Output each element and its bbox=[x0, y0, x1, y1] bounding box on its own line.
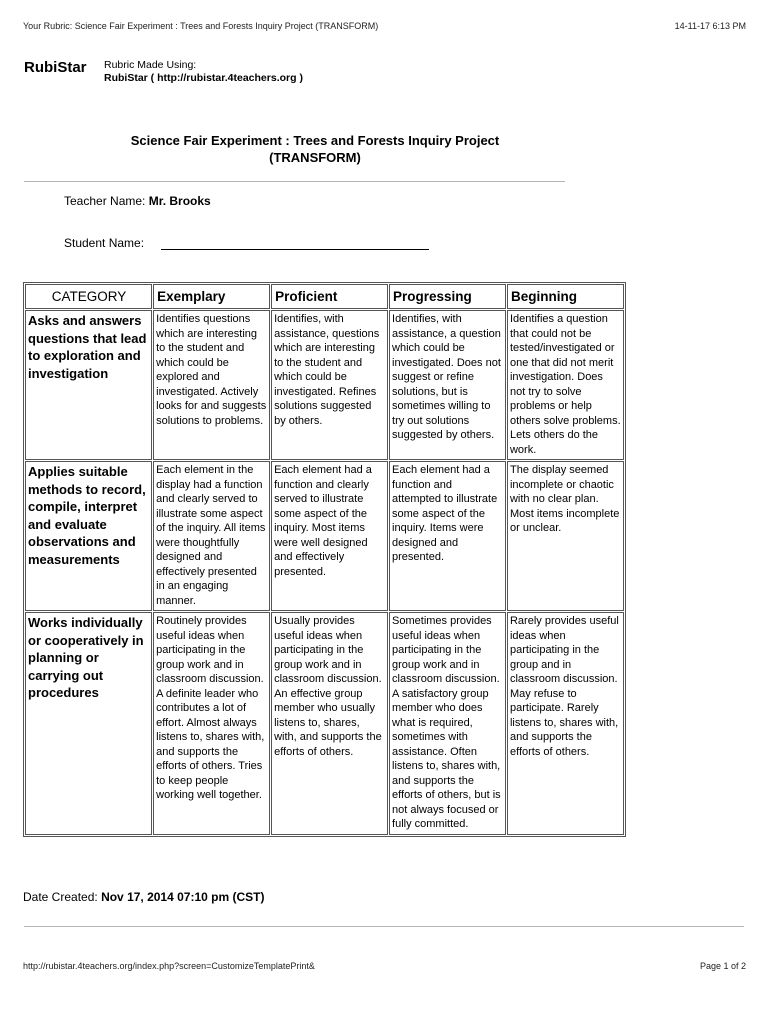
student-name bbox=[64, 236, 429, 250]
student-name-blank bbox=[161, 236, 429, 250]
teacher-name-value: Mr. Brooks bbox=[148, 194, 211, 208]
cell-beginning: Identifies a question that could not be tested/investigated or one that did not merit investigation. Does not try to solve problems or help others solve problems. Lets others do the work. bbox=[507, 310, 624, 460]
header-exemplary: Exemplary bbox=[153, 284, 270, 309]
rubric-title-line2: (TRANSFORM) bbox=[269, 150, 361, 165]
rubric-row bbox=[25, 310, 624, 460]
made-using-note bbox=[104, 59, 303, 85]
brand-logo-text: RubiStar bbox=[24, 59, 87, 76]
row-category: Asks and answers questions that lead to exploration and investigation bbox=[25, 310, 152, 460]
row-category: Applies suitable methods to record, compile, interpret and evaluate observations and measurements bbox=[25, 461, 152, 611]
page-footer-url: http://rubistar.4teachers.org/index.php?screen=CustomizeTemplatePrint& bbox=[23, 961, 315, 971]
cell-proficient: Identifies, with assistance, questions which are interesting to the student and which could be investigated. Refines solutions suggested by others. bbox=[271, 310, 388, 460]
cell-exemplary: Identifies questions which are interesting to the student and which could be explored and investigated. Actively looks for and suggests solutions to problems. bbox=[153, 310, 270, 460]
date-created-label: Date Created: bbox=[23, 890, 98, 904]
rubric-title-line1: Science Fair Experiment : Trees and Forests Inquiry Project bbox=[130, 133, 500, 148]
cell-beginning: Rarely provides useful ideas when participating in the group and in classroom discussion. May refuse to participate. Rarely listens to, shares with, and supports the efforts of others. bbox=[507, 612, 624, 835]
rubric-table bbox=[23, 282, 626, 837]
made-using-label: Rubric Made Using: bbox=[104, 59, 197, 71]
date-created-value: Nov 17, 2014 07:10 pm (CST) bbox=[101, 890, 265, 904]
student-name-label: Student Name: bbox=[64, 236, 145, 250]
cell-exemplary: Each element in the display had a function and clearly served to illustrate some aspect of the inquiry. All items were thoughtfully designed and effectively presented in an engaging manner. bbox=[153, 461, 270, 611]
page-header-timestamp: 14-11-17 6:13 PM bbox=[674, 21, 746, 31]
rubric-header-row bbox=[25, 284, 624, 309]
header-proficient: Proficient bbox=[271, 284, 388, 309]
header-beginning: Beginning bbox=[507, 284, 624, 309]
rubistar-link[interactable]: RubiStar ( http://rubistar.4teachers.org ) bbox=[104, 72, 303, 84]
row-category: Works individually or cooperatively in planning or carrying out procedures bbox=[25, 612, 152, 835]
header-progressing: Progressing bbox=[389, 284, 506, 309]
rubric-row bbox=[25, 612, 624, 835]
cell-progressing: Each element had a function and attempted to illustrate some aspect of the inquiry. Items were designed and presented. bbox=[389, 461, 506, 611]
page-number: Page 1 of 2 bbox=[699, 961, 746, 971]
cell-proficient: Each element had a function and clearly served to illustrate some aspect of the inquiry. Most items were well designed and effectively presented. bbox=[271, 461, 388, 611]
cell-progressing: Sometimes provides useful ideas when participating in the group work and in classroom discussion. A satisfactory group member who does what is required, sometimes with assistance. Often listens to, shares with, and supports the efforts of others, but is not always focused or fully committed. bbox=[389, 612, 506, 835]
cell-progressing: Identifies, with assistance, a question which could be investigated. Does not suggest or refine solutions, but is sometimes willing to try out solutions suggested by others. bbox=[389, 310, 506, 460]
rubric-row bbox=[25, 461, 624, 611]
cell-proficient: Usually provides useful ideas when participating in the group work and in classroom discussion. An effective group member who usually listens to, shares, with, and supports the efforts of others. bbox=[271, 612, 388, 835]
rubric-title bbox=[24, 132, 606, 166]
divider bbox=[24, 926, 744, 927]
cell-exemplary: Routinely provides useful ideas when participating in the group work and in classroom discussion. A definite leader who contributes a lot of effort. Almost always listens to, shares with, and supports the efforts of others. Tries to keep people working well together. bbox=[153, 612, 270, 835]
teacher-name bbox=[64, 194, 211, 208]
page-header-title: Your Rubric: Science Fair Experiment : Trees and Forests Inquiry Project (TRANSFORM) bbox=[23, 21, 379, 31]
date-created bbox=[23, 890, 264, 904]
divider bbox=[24, 181, 565, 182]
header-category: CATEGORY bbox=[25, 284, 152, 309]
teacher-name-label: Teacher Name: bbox=[64, 194, 146, 208]
cell-beginning: The display seemed incomplete or chaotic with no clear plan. Most items incomplete or unclear. bbox=[507, 461, 624, 611]
